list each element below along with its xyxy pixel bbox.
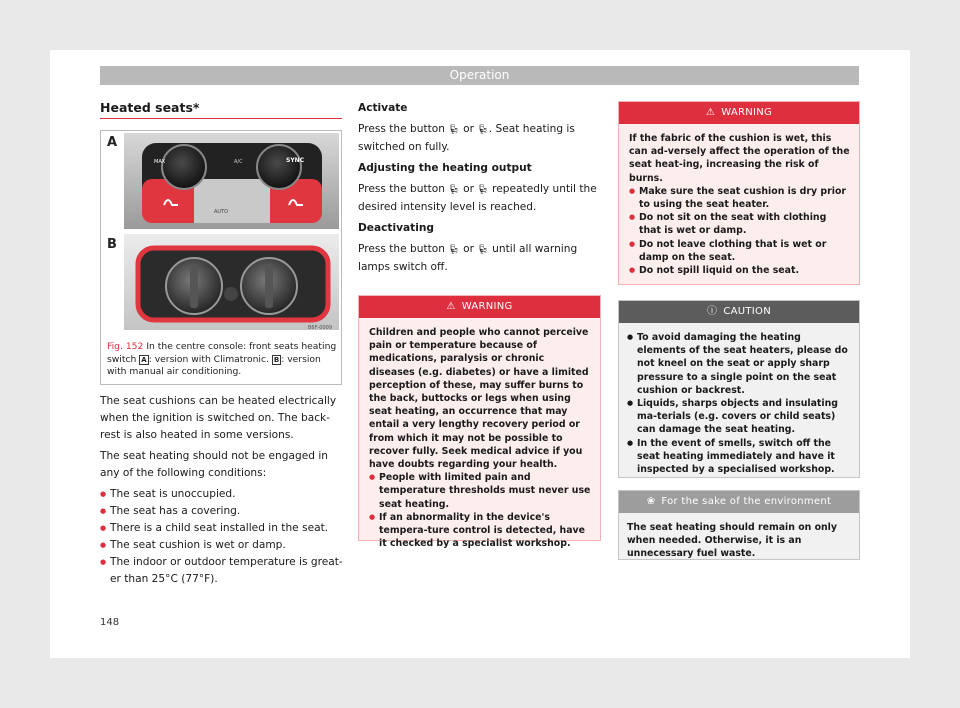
activate-text-post: . Seat heating is switched on fully. bbox=[358, 123, 575, 153]
environment-text: The seat heating should remain on only when needed. Otherwise, it is an unnecessary fuel waste. bbox=[627, 522, 838, 560]
adjust-text-post: repeatedly until the desired intensity level is reached. bbox=[358, 183, 597, 213]
warning-title: WARNING bbox=[721, 107, 773, 118]
seat-heat-left-icon: 💺︎ bbox=[448, 185, 460, 195]
deactivate-heading: Deactivating bbox=[358, 222, 434, 234]
heading-row bbox=[100, 100, 342, 119]
figure-label-b: B bbox=[107, 237, 117, 252]
figure-152 bbox=[100, 130, 342, 385]
figure-image-code: B6F-0009 bbox=[308, 325, 333, 331]
conditions-paragraph: The seat heating should not be engaged in any of the following conditions: bbox=[100, 450, 328, 479]
warning-triangle-icon: ⚠ bbox=[446, 301, 456, 312]
page-number: 148 bbox=[100, 617, 120, 628]
adjust-text-pre: Press the button bbox=[358, 183, 445, 195]
conditions-list bbox=[100, 486, 343, 588]
column-2 bbox=[358, 100, 601, 280]
adjust-heading: Adjusting the heating output bbox=[358, 162, 532, 174]
figure-caption bbox=[107, 341, 337, 379]
list-item: ● Do not spill liquid on the seat. bbox=[629, 264, 851, 277]
warning-list bbox=[629, 185, 851, 277]
warning-header bbox=[619, 102, 859, 124]
caution-header bbox=[619, 301, 859, 323]
figure-label-a: A bbox=[107, 135, 118, 150]
sync-label: SYNC bbox=[286, 157, 305, 164]
warning-header bbox=[359, 296, 600, 318]
list-item: ● People with limited pain and temperature thresholds must never use seat heating. bbox=[369, 471, 592, 511]
section-header: Operation bbox=[100, 66, 859, 85]
auto-label: AUTO bbox=[214, 209, 229, 215]
warning-body bbox=[619, 124, 859, 283]
warning-list bbox=[369, 471, 592, 550]
list-item: ● The indoor or outdoor temperature is great-er than 25°C (77°F). bbox=[100, 554, 343, 588]
caption-box-b: B bbox=[273, 355, 280, 364]
warning-text: If the fabric of the cushion is wet, this can ad-versely affect the operation of the seat heat-ing, increasing the risk of burns. bbox=[629, 133, 850, 184]
list-item: ● In the event of smells, switch off the seat heating immediately and have it inspected by a specialised workshop. bbox=[627, 437, 851, 477]
ac-label: A/C bbox=[234, 159, 243, 165]
environment-header bbox=[619, 491, 859, 513]
column-1 bbox=[100, 393, 343, 588]
adjust-text bbox=[358, 181, 601, 216]
warning-title: WARNING bbox=[461, 301, 513, 312]
caption-text-1: In the centre console: front seats heating switch bbox=[107, 341, 337, 365]
page-title: Heated seats* bbox=[100, 100, 200, 115]
caption-text-3: : version with manual air conditioning. bbox=[107, 353, 321, 377]
warning-triangle-icon: ⚠ bbox=[705, 107, 716, 118]
list-item: ● The seat cushion is wet or damp. bbox=[100, 537, 343, 554]
seat-heat-left-icon: 💺︎ bbox=[448, 125, 460, 135]
list-item: ● Do not sit on the seat with clothing that is wet or damp. bbox=[629, 211, 851, 237]
flower-icon: ❀ bbox=[646, 496, 656, 507]
list-item: ● Make sure the seat cushion is dry prior to using the seat heater. bbox=[629, 185, 851, 211]
deact-text-or: or bbox=[463, 243, 474, 255]
deactivate-text bbox=[358, 241, 601, 276]
seat-heat-right-icon: 💺︎ bbox=[477, 245, 489, 255]
seat-heat-right-icon: 💺︎ bbox=[477, 185, 489, 195]
caution-list bbox=[627, 331, 851, 476]
caution-body bbox=[619, 323, 859, 482]
deact-text-pre: Press the button bbox=[358, 243, 445, 255]
list-item: ● The seat is unoccupied. bbox=[100, 486, 343, 503]
list-item: ● Do not leave clothing that is wet or damp on the seat. bbox=[629, 238, 851, 264]
caution-title: CAUTION bbox=[723, 306, 771, 317]
seat-heat-right-icon: 💺︎ bbox=[477, 125, 489, 135]
warning-text: Children and people who cannot perceive pain or temperature because of medications, paralysis or chronic diseases (e.g. diabetes) or have a limited perception of these, may suffer burns to the back, buttocks or legs when using seat heating, an occurrence that may entail a very lengthy recovery period or from which it may not be possible to recover fully. Seek medical advice if you have doubts regarding your health. bbox=[369, 327, 589, 471]
intro-paragraph: The seat cushions can be heated electrically when the ignition is switched on. The back-rest is also heated in some versions. bbox=[100, 395, 337, 441]
warning-box-wet-fabric bbox=[618, 101, 860, 285]
warning-box-children bbox=[358, 295, 601, 550]
max-label: MAX bbox=[154, 159, 166, 165]
activate-heading: Activate bbox=[358, 102, 408, 114]
figure-number: Fig. 152 bbox=[107, 341, 144, 352]
warning-body bbox=[359, 318, 600, 556]
list-item: ● The seat has a covering. bbox=[100, 503, 343, 520]
list-item: ● To avoid damaging the heating elements of the seat heaters, please do not kneel on the seat or apply sharp pressure to a single point on the seat cushion or backrest. bbox=[627, 331, 851, 397]
activate-text-pre: Press the button bbox=[358, 123, 445, 135]
list-item: ● There is a child seat installed in the seat. bbox=[100, 520, 343, 537]
seat-heat-left-icon: 💺︎ bbox=[448, 245, 460, 255]
deact-text-post: until all warning lamps switch off. bbox=[358, 243, 578, 273]
activate-text bbox=[358, 121, 601, 156]
activate-text-or: or bbox=[463, 123, 474, 135]
list-item: ● If an abnormality in the device's tempera-ture control is detected, have it checked by a specialist workshop. bbox=[369, 511, 592, 551]
climatronic-panel-image bbox=[124, 133, 339, 229]
manual-ac-panel-image bbox=[124, 234, 339, 330]
caution-box bbox=[618, 300, 860, 478]
caution-info-icon: ⓘ bbox=[707, 306, 718, 317]
environment-body bbox=[619, 513, 859, 567]
caption-text-2: : version with Climatronic. bbox=[148, 353, 269, 365]
caption-box-a: A bbox=[141, 355, 147, 364]
list-item: ● Liquids, sharps objects and insulating ma-terials (e.g. covers or child seats) can damage the seat heating. bbox=[627, 397, 851, 437]
environment-title: For the sake of the environment bbox=[661, 496, 832, 507]
adjust-text-or: or bbox=[463, 183, 474, 195]
environment-box bbox=[618, 490, 860, 560]
